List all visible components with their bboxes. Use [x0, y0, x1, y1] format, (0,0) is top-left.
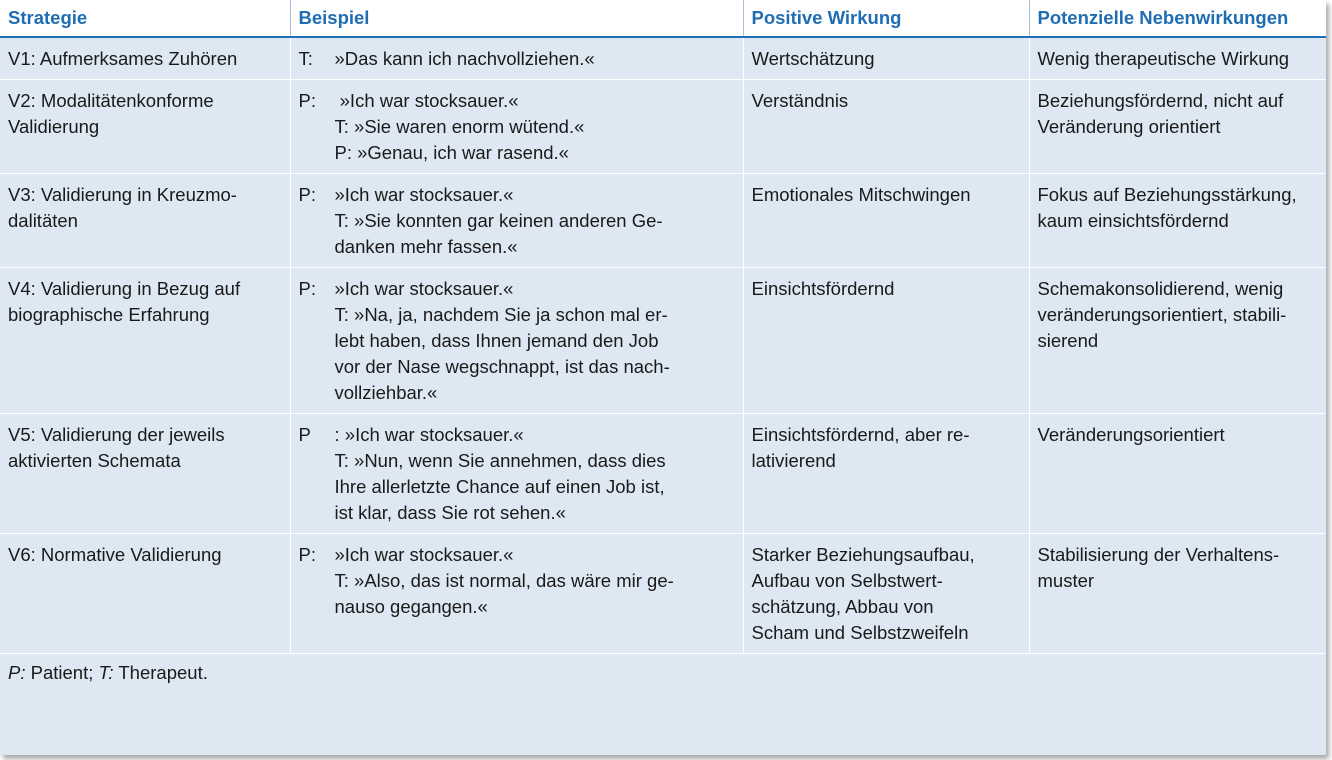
header-positive-wirkung: Positive Wirkung [743, 0, 1029, 37]
strategie-cell-line: V3: Validierung in Kreuzmo- [8, 184, 237, 205]
beispiel-line: nauso gegangen.« [334, 596, 488, 617]
beispiel-line: »Das kann ich nachvollziehen.« [334, 48, 595, 69]
positive-wirkung-cell-line: Wertschätzung [751, 48, 875, 69]
strategie-cell-line: V1: Aufmerksames Zuhören [8, 48, 238, 69]
speaker-label: P [298, 424, 311, 445]
strategie-cell-line: V4: Validierung in Bezug auf [8, 278, 241, 299]
speaker-label: P: [298, 90, 316, 111]
beispiel-line: danken mehr fassen.« [334, 236, 518, 257]
nebenwirkungen-cell [1029, 37, 1326, 80]
nebenwirkungen-cell-line: Fokus auf Beziehungsstärkung, [1037, 184, 1297, 205]
positive-wirkung-cell [743, 37, 1029, 80]
beispiel-line: »Ich war stocksauer.« [334, 184, 514, 205]
positive-wirkung-cell-line: schätzung, Abbau von [751, 596, 934, 617]
strategie-cell [0, 414, 290, 534]
positive-wirkung-cell-line: Scham und Selbstzweifeln [751, 622, 969, 643]
beispiel-cell [290, 80, 743, 174]
beispiel-cell [290, 414, 743, 534]
beispiel-line: vollziehbar.« [334, 382, 438, 403]
nebenwirkungen-cell [1029, 268, 1326, 414]
strategie-cell [0, 268, 290, 414]
header-nebenwirkungen: Potenzielle Nebenwirkungen [1029, 0, 1326, 37]
strategie-cell [0, 534, 290, 654]
table-row [0, 414, 1326, 534]
header-beispiel: Beispiel [290, 0, 743, 37]
positive-wirkung-cell-line: Einsichtsfördernd, aber re- [751, 424, 970, 445]
footnote-row [0, 654, 1326, 693]
nebenwirkungen-cell [1029, 414, 1326, 534]
positive-wirkung-cell [743, 414, 1029, 534]
nebenwirkungen-cell-line: Schemakonsolidierend, wenig [1037, 278, 1284, 299]
footnote-p-abbr: P: [8, 662, 26, 683]
beispiel-line: : »Ich war stocksauer.« [334, 424, 524, 445]
strategie-cell [0, 37, 290, 80]
beispiel-cell [290, 534, 743, 654]
beispiel-line: »Ich war stocksauer.« [334, 544, 514, 565]
strategie-cell-line: Validierung [8, 116, 100, 137]
strategie-cell-line: aktivierten Schemata [8, 450, 181, 471]
beispiel-line: lebt haben, dass Ihnen jemand den Job [334, 330, 659, 351]
beispiel-line: Ihre allerletzte Chance auf einen Job ist, [334, 476, 665, 497]
strategie-cell [0, 80, 290, 174]
positive-wirkung-cell [743, 174, 1029, 268]
nebenwirkungen-cell-line: sierend [1037, 330, 1099, 351]
table-row [0, 268, 1326, 414]
nebenwirkungen-cell-line: kaum einsichtsfördernd [1037, 210, 1229, 231]
nebenwirkungen-cell-line: Beziehungsfördernd, nicht auf [1037, 90, 1284, 111]
nebenwirkungen-cell-line: Veränderungsorientiert [1037, 424, 1225, 445]
positive-wirkung-cell-line: Starker Beziehungsaufbau, [751, 544, 975, 565]
nebenwirkungen-cell-line: Veränderung orientiert [1037, 116, 1221, 137]
positive-wirkung-cell-line: lativierend [751, 450, 836, 471]
nebenwirkungen-cell-line: Stabilisierung der Verhaltens- [1037, 544, 1280, 565]
strategie-cell-line: V2: Modalitätenkonforme [8, 90, 214, 111]
positive-wirkung-cell-line: Emotionales Mitschwingen [751, 184, 971, 205]
header-strategie: Strategie [0, 0, 290, 37]
table-body [0, 37, 1326, 692]
strategie-cell [0, 174, 290, 268]
table-row [0, 37, 1326, 80]
strategie-cell-line: V6: Normative Validierung [8, 544, 222, 565]
nebenwirkungen-cell [1029, 80, 1326, 174]
positive-wirkung-cell [743, 534, 1029, 654]
beispiel-line: T: »Sie konnten gar keinen anderen Ge- [334, 210, 663, 231]
footnote-p-text: Patient; [25, 662, 99, 683]
footnote-t-text: Therapeut. [113, 662, 208, 683]
beispiel-line: T: »Nun, wenn Sie annehmen, dass dies [334, 450, 666, 471]
beispiel-line: vor der Nase wegschnappt, ist das nach- [334, 356, 670, 377]
beispiel-line: T: »Also, das ist normal, das wäre mir ge- [334, 570, 674, 591]
nebenwirkungen-cell [1029, 534, 1326, 654]
speaker-label: T: [298, 48, 313, 69]
beispiel-cell [290, 37, 743, 80]
nebenwirkungen-cell-line: Wenig therapeutische Wirkung [1037, 48, 1290, 69]
beispiel-line: »Ich war stocksauer.« [334, 90, 519, 111]
nebenwirkungen-cell [1029, 174, 1326, 268]
strategie-cell-line: V5: Validierung der jeweils [8, 424, 225, 445]
beispiel-cell [290, 268, 743, 414]
beispiel-cell [290, 174, 743, 268]
footnote [0, 654, 1326, 693]
beispiel-line: ist klar, dass Sie rot sehen.« [334, 502, 566, 523]
speaker-label: P: [298, 544, 316, 565]
strategie-cell-line: dalitäten [8, 210, 78, 231]
beispiel-line: P: »Genau, ich war rasend.« [334, 142, 569, 163]
positive-wirkung-cell [743, 80, 1029, 174]
positive-wirkung-cell [743, 268, 1029, 414]
positive-wirkung-cell-line: Verständnis [751, 90, 849, 111]
footnote-t-abbr: T: [98, 662, 114, 683]
nebenwirkungen-cell-line: muster [1037, 570, 1095, 591]
strategie-cell-line: biographische Erfahrung [8, 304, 210, 325]
table-row [0, 80, 1326, 174]
beispiel-line: T: »Na, ja, nachdem Sie ja schon mal er- [334, 304, 668, 325]
beispiel-line: »Ich war stocksauer.« [334, 278, 514, 299]
positive-wirkung-cell-line: Einsichtsfördernd [751, 278, 895, 299]
table-row [0, 534, 1326, 654]
positive-wirkung-cell-line: Aufbau von Selbstwert- [751, 570, 943, 591]
speaker-label: P: [298, 184, 316, 205]
table-row [0, 174, 1326, 268]
beispiel-line: T: »Sie waren enorm wütend.« [334, 116, 585, 137]
nebenwirkungen-cell-line: veränderungsorientiert, stabili- [1037, 304, 1287, 325]
speaker-label: P: [298, 278, 316, 299]
header-row [0, 0, 1326, 37]
